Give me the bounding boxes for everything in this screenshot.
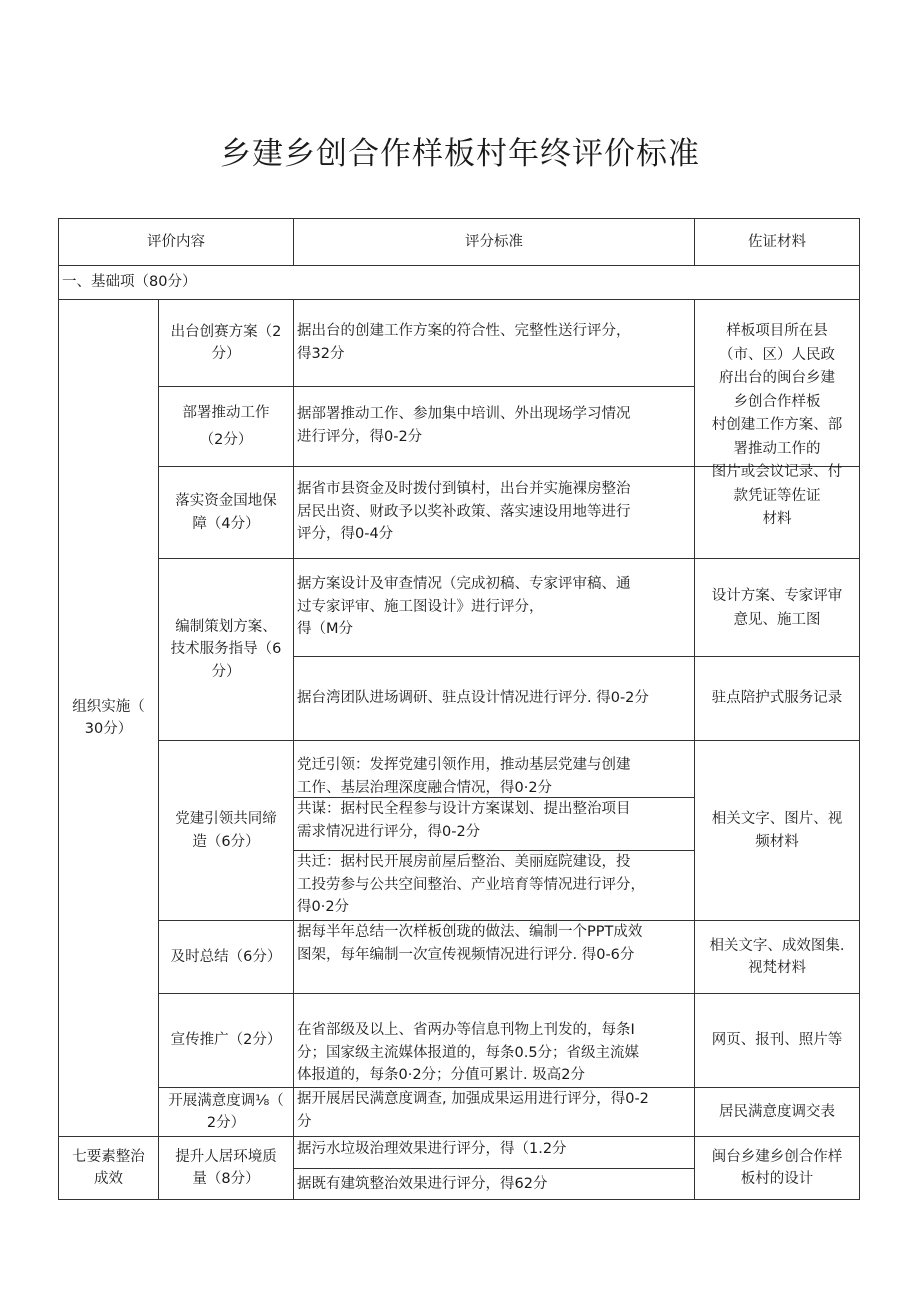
evidence-basic: 样板项目所在县 （市、区）人民政 府出台的闽台乡建 乡创合作样板 村创建工作方案、部 署推动工作的 图片或会议记录、付 款凭证等佐证 材料	[711, 323, 843, 527]
criteria-design-a: 据方案设计及审查情况（完成初稿、专家评审稿、通 过专家评审、施工图设计》进行评分， 得（M分	[297, 576, 631, 637]
criteria-satisfaction: 据开展居民满意度调查, 加强成果运用进行评分，得0-2 分	[297, 1091, 649, 1130]
document-title: 乡建乡创合作样板村年终评价标准	[220, 136, 700, 172]
criteria-party-a: 党迁引领：发挥党建引领作用，推动基层党建与创建 工作、基层治理深度融合情况，得0·2分	[297, 757, 631, 796]
table-border-bottom	[58, 1199, 860, 1200]
criteria-deploy: 据部署推动工作、参加集中培训、外出现场学习情况 进行评分，得0-2分	[297, 406, 631, 445]
group-seven-elements: 七要素整治 成效	[72, 1148, 145, 1187]
evidence-satisfaction: 居民满意度调交表	[719, 1103, 835, 1120]
header-scoring-criteria: 评分标准	[465, 233, 523, 250]
item-funding: 落实资金国地保 障（4分）	[175, 493, 277, 532]
item-plan: 出台创赛方案（2 分）	[170, 323, 282, 362]
item-satisfaction: 开展满意度调⅛（ 2分）	[168, 1092, 284, 1131]
header-evaluation-content: 评价内容	[147, 233, 205, 250]
evidence-promotion: 网页、报刊、照片等	[711, 1032, 843, 1049]
evidence-party: 相关文字、图片、视 频材料	[711, 811, 843, 850]
criteria-living-a: 据污水垃圾治理效果进行评分，得（1.2分	[297, 1141, 567, 1157]
table-border-right	[859, 218, 860, 1200]
evidence-design: 设计方案、专家评审 意见、施工图	[711, 587, 843, 628]
evidence-onsite: 驻点陪护式服务记录	[711, 690, 843, 707]
item-summary: 及时总结（6分）	[170, 948, 282, 965]
item-design-service: 编制策划方案、 技术服务指导（6 分）	[170, 618, 282, 680]
criteria-design-b: 据台湾团队进场调研、驻点设计情况进行评分. 得0-2分	[297, 690, 649, 707]
group-organization: 组织实施（ 30分）	[72, 698, 145, 737]
header-evidence: 佐证材料	[748, 233, 806, 250]
criteria-party-c: 共迁：据村民开展房前屋后整治、美丽庭院建设，投 工投劳参与公共空间整治、产业培育等情况进行评分， 得0·2分	[297, 854, 645, 915]
criteria-living-b: 据既有建筑整治效果进行评分，得62分	[297, 1175, 548, 1192]
criteria-party-b: 共谋：据村民全程参与设计方案谋划、提出整治项目 需求情况进行评分，得0-2分	[297, 801, 631, 840]
criteria-plan: 据出台的创建工作方案的符合性、完整性送行评分， 得32分	[297, 323, 631, 362]
item-promotion: 宣传推广（2分）	[170, 1032, 282, 1049]
criteria-promotion: 在省部级及以上、省两办等信息刊物上刊发的，每条I 分；国家级主流媒体报道的，每条0.5分；省级主流媒 体报道的，每条0·2分；分值可累计. 圾高2分	[297, 1022, 640, 1083]
evidence-summary: 相关文字、成效图集. 视梵材料	[709, 937, 845, 976]
item-deploy: 部署推动工作 （2分）	[182, 404, 270, 448]
item-party-building: 党建引领共同缔 造（6分）	[175, 811, 277, 850]
criteria-summary: 据每半年总结一次样板创珑的做法、编制一个PPT成效 图架，每年编制一次宣传视频情况进行评分. 得0-6分	[297, 924, 643, 963]
item-living-environment: 提升人居环境质 量（8分）	[175, 1148, 277, 1187]
criteria-funding: 据省市县资金及时拨付到镇村，出台并实施裸房整治 居民出资、财政予以奖补政策、落实速设用地等进行 评分，得0-4分	[297, 481, 631, 542]
evidence-living: 闽台乡建乡创合作样 板村的设计	[711, 1148, 843, 1187]
section-basic-items: 一、基础项（80分）	[62, 274, 197, 291]
